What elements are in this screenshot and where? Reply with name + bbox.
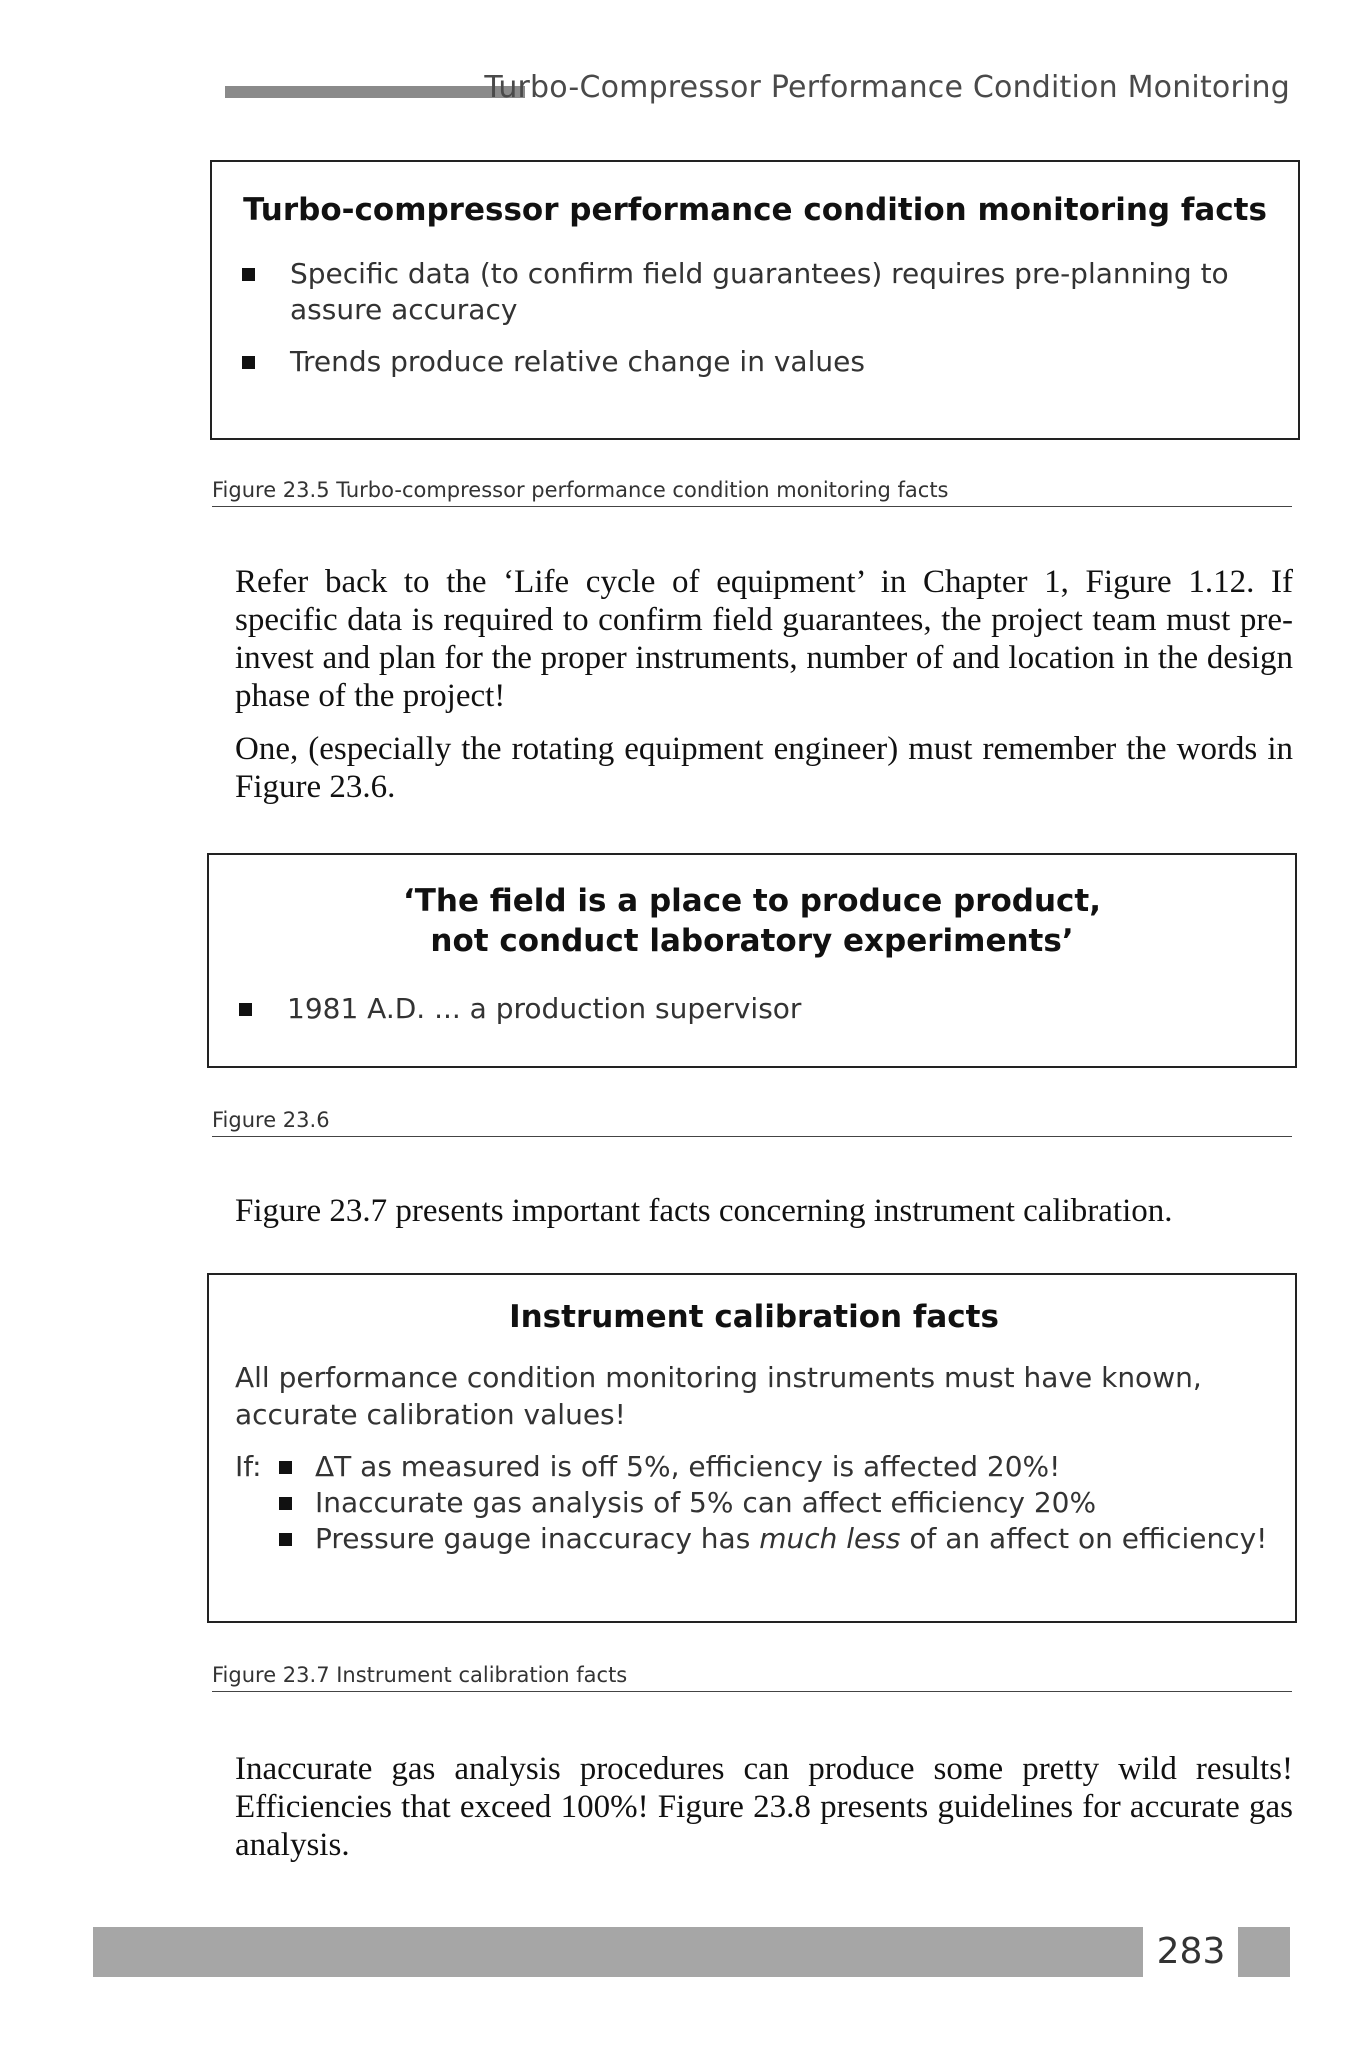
figure-23-5-box: [210, 160, 1300, 440]
running-header: [225, 70, 1290, 110]
figure-23-7-caption: Figure 23.7 Instrument calibration facts: [212, 1663, 1292, 1692]
bullet-square-icon: [279, 1461, 292, 1474]
figure-23-5-caption: Figure 23.5 Turbo-compressor performance condition monitoring facts: [212, 478, 1292, 507]
bullet-square-icon: [279, 1533, 292, 1546]
footer-bar-end: [1238, 1927, 1290, 1977]
figure-23-5-title: Turbo-compressor performance condition monitoring facts: [243, 192, 1267, 228]
paragraph-life-cycle: Refer back to the ‘Life cycle of equipment’ in Chapter 1, Figure 1.12. If specific data is required to confirm field guarantees, the project team must pre-invest and plan for the proper instruments, number of and location in the design phase of the project!: [235, 564, 1293, 714]
bullet-square-icon: [279, 1497, 292, 1510]
header-rule: [225, 86, 525, 98]
quote-text: ‘The field is a place to produce product, not conduct laboratory experiments’: [402, 883, 1102, 959]
figure-23-7-bullets: [275, 1449, 1273, 1557]
running-title: Turbo-Compressor Performance Condition Monitoring: [484, 70, 1290, 105]
bullet-square-icon: [242, 268, 255, 281]
bullet-square-icon: [239, 1003, 252, 1016]
paragraph-calibration-intro: Figure 23.7 presents important facts concerning instrument calibration.: [235, 1193, 1173, 1229]
figure-23-6-caption: Figure 23.6: [212, 1108, 1292, 1137]
calibration-intro-text: All performance condition monitoring instruments must have known, accurate calibration values!: [235, 1361, 1202, 1431]
list-item: Trends produce relative change in values: [232, 344, 1278, 380]
list-item: 1981 A.D. ... a production supervisor: [229, 991, 1275, 1027]
figure-23-5-bullets: [232, 256, 1278, 380]
if-label: If:: [235, 1450, 262, 1483]
figure-23-6-bullets: [229, 991, 1275, 1027]
figure-23-7-box: [207, 1273, 1297, 1623]
if-block: [235, 1449, 1273, 1557]
list-item: ΔT as measured is off 5%, efficiency is affected 20%!: [275, 1449, 1273, 1485]
paragraph-remember: One, (especially the rotating equipment engineer) must remember the words in Figure 23.6.: [235, 731, 1293, 805]
list-item: Pressure gauge inaccuracy has much less of an affect on efficiency!: [275, 1521, 1273, 1557]
list-item: Specific data (to confirm field guarantees) requires pre-planning to assure accuracy: [232, 256, 1278, 328]
page-number: 283: [1156, 1931, 1226, 1972]
figure-23-7-title: Instrument calibration facts: [509, 1299, 999, 1335]
bullet-square-icon: [242, 356, 255, 369]
footer-bar: [93, 1927, 1143, 1977]
figure-23-6-box: [207, 853, 1297, 1068]
list-item: Inaccurate gas analysis of 5% can affect efficiency 20%: [275, 1485, 1273, 1521]
paragraph-gas-analysis: Inaccurate gas analysis procedures can produce some pretty wild results! Efficiencies that exceed 100%! Figure 23.8 presents guidelines for accurate gas analysis.: [235, 1751, 1293, 1863]
